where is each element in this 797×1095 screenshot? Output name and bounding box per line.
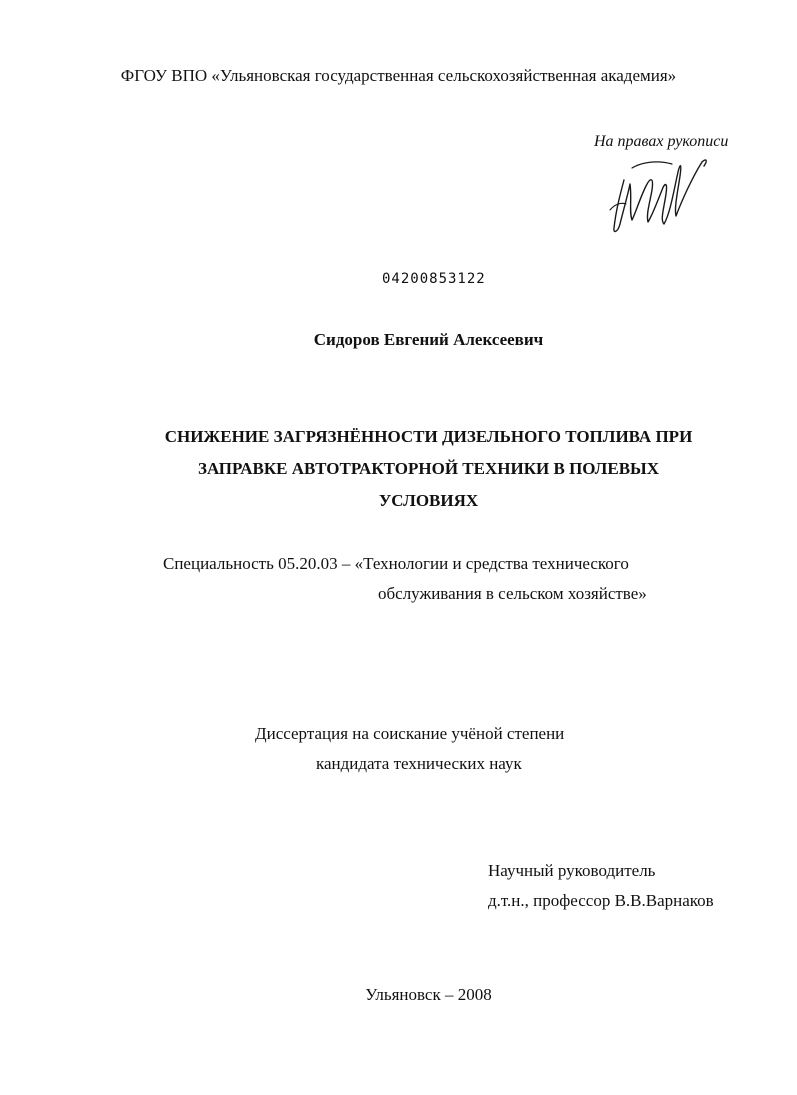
title-line-3: УСЛОВИЯХ bbox=[378, 491, 479, 510]
title-line-1: СНИЖЕНИЕ ЗАГРЯЗНЁННОСТИ ДИЗЕЛЬНОГО ТОПЛИВА ПРИ bbox=[164, 427, 693, 446]
supervisor-name: д.т.н., профессор В.В.Варнаков bbox=[488, 891, 714, 910]
manuscript-note: На правах рукописи bbox=[594, 133, 729, 150]
specialty-line-1: Специальность 05.20.03 – «Технологии и средства технического bbox=[163, 554, 629, 573]
author-name: Сидоров Евгений Алексеевич bbox=[313, 330, 544, 349]
dissertation-title bbox=[80, 421, 777, 517]
handwritten-signature bbox=[602, 150, 722, 242]
dissertation-line-1: Диссертация на соискание учёной степени bbox=[255, 724, 565, 743]
title-line-2: ЗАПРАВКЕ АВТОТРАКТОРНОЙ ТЕХНИКИ В ПОЛЕВЫХ bbox=[197, 459, 660, 478]
institution-header: ФГОУ ВПО «Ульяновская государственная сельскохозяйственная академия» bbox=[120, 66, 677, 85]
dissertation-line-2: кандидата технических наук bbox=[316, 754, 522, 773]
specialty-line-2: обслуживания в сельском хозяйстве» bbox=[378, 584, 647, 603]
supervisor-label: Научный руководитель bbox=[488, 861, 656, 880]
city-year: Ульяновск – 2008 bbox=[365, 985, 492, 1004]
document-number: 04200853122 bbox=[382, 271, 486, 287]
